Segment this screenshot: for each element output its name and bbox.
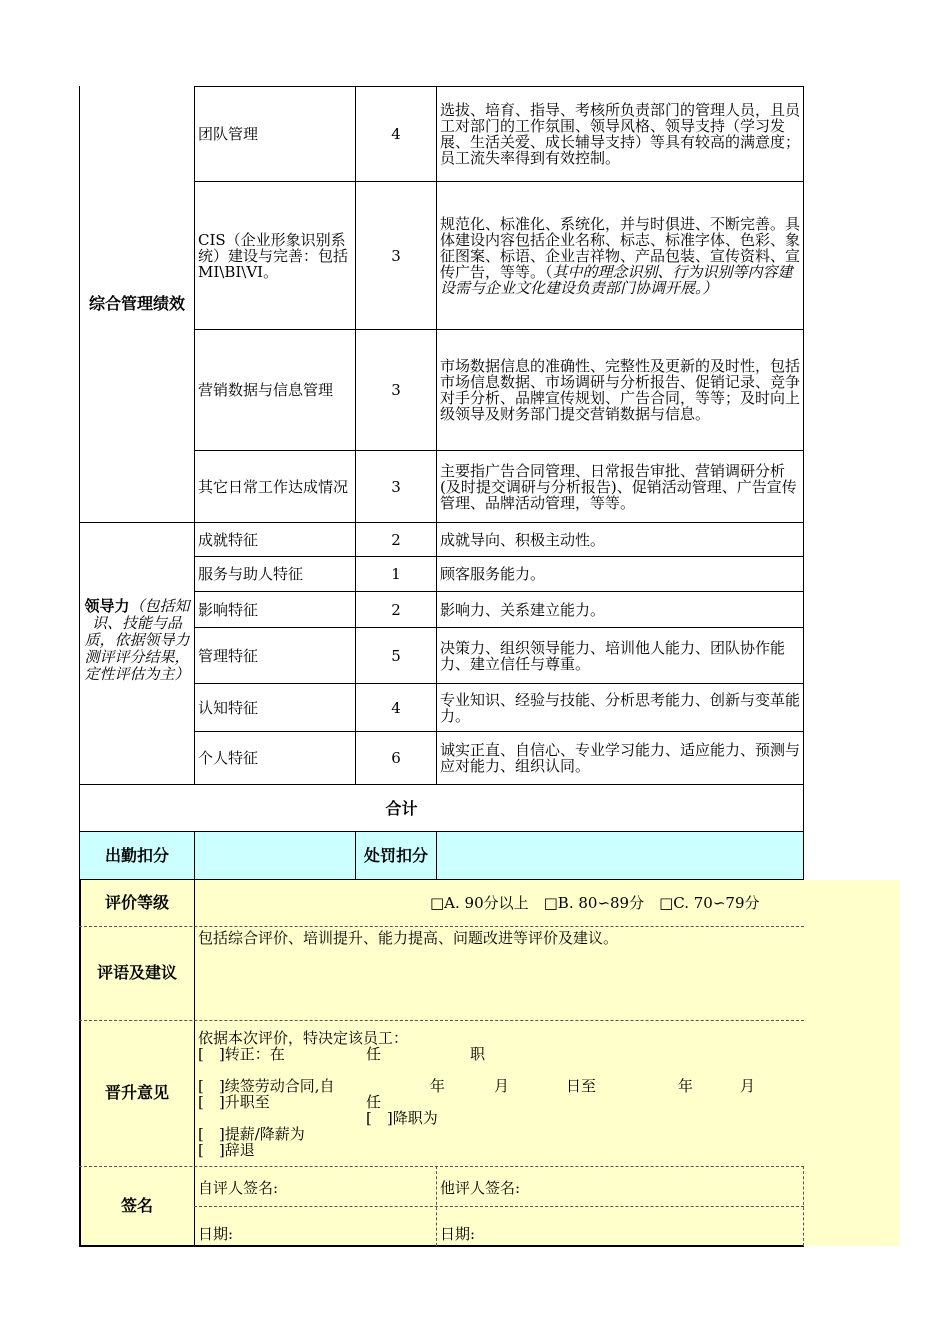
promotion-label-cell <box>80 1020 194 1166</box>
penalty-value[interactable] <box>436 831 804 880</box>
desc-cell <box>436 181 804 329</box>
desc-text <box>440 216 801 296</box>
score-cell <box>355 181 436 329</box>
item-label: 认知特征 <box>198 698 259 717</box>
score-value: 2 <box>391 600 401 619</box>
demote-checkbox[interactable]: [ ]降职为 <box>366 1109 438 1127</box>
item-cell <box>194 731 355 784</box>
grade-options[interactable] <box>430 895 760 911</box>
desc-text: 顾客服务能力。 <box>440 565 546 583</box>
desc-cell <box>436 522 804 556</box>
renew-checkbox[interactable]: [ ]续签劳动合同,自 <box>198 1077 335 1095</box>
penalty-label-cell <box>355 831 437 880</box>
score-value: 2 <box>391 530 401 549</box>
score-value: 6 <box>391 749 401 767</box>
score-value: 1 <box>391 565 401 583</box>
grade-options-text: □A. 90分以上 □B. 80∽89分 □C. 70∽79分 <box>430 894 760 912</box>
item-label: CIS（企业形象识别系统）建设与完善：包括MI\BI\VI。 <box>198 230 349 281</box>
score-cell <box>355 556 436 591</box>
renew-day-to: 日至 <box>566 1077 597 1095</box>
score-value: 3 <box>391 477 401 496</box>
score-value: 5 <box>391 646 401 665</box>
item-label: 团队管理 <box>198 125 259 143</box>
signature-label: 签名 <box>120 1195 153 1215</box>
promote-checkbox[interactable]: [ ]升职至 <box>198 1093 270 1111</box>
comments-input[interactable] <box>198 930 618 946</box>
total-label: 合计 <box>385 798 418 818</box>
score-value: 4 <box>391 698 401 717</box>
item-cell <box>194 683 355 731</box>
category-comprehensive-label: 综合管理绩效 <box>88 294 185 313</box>
item-label: 其它日常工作达成情况 <box>198 477 349 496</box>
other-signature-field[interactable]: 他评人签名: <box>440 1179 521 1197</box>
score-value: 4 <box>391 125 401 143</box>
score-cell <box>355 627 436 683</box>
score-cell <box>355 731 436 784</box>
item-label: 成就特征 <box>198 530 259 549</box>
item-cell <box>194 181 355 329</box>
renew-month-1: 月 <box>494 1077 510 1095</box>
category-leadership-label <box>81 598 193 683</box>
other-date-field[interactable]: 日期: <box>440 1225 476 1243</box>
item-label: 服务与助人特征 <box>198 565 304 583</box>
desc-text: 市场数据信息的准确性、完整性及更新的及时性，包括市场信息数据、市场调研与分析报告、促销记录、竞争对手分析、品牌宣传规划、广告合同，等等；及时向上级领导及财务部门提交营销数据与信息。 <box>440 357 801 423</box>
item-cell <box>194 450 355 522</box>
comments-hint: 包括综合评价、培训提升、能力提高、问题改进等评价及建议。 <box>198 929 619 947</box>
score-cell <box>355 683 436 731</box>
desc-cell <box>436 86 804 181</box>
category-comprehensive <box>79 86 194 522</box>
item-label: 个人特征 <box>198 749 259 767</box>
eval-label-divider <box>194 880 195 1246</box>
divider-line <box>194 1206 804 1207</box>
item-label: 管理特征 <box>198 646 259 665</box>
desc-text: 主要指广告合同管理、日常报告审批、营销调研分析(及时提交调研与分析报告)、促销活动管理、广告宣传管理、品牌活动管理，等等。 <box>440 461 797 512</box>
resign-checkbox[interactable]: [ ]辞退 <box>198 1141 255 1159</box>
item-cell <box>194 522 355 556</box>
score-cell <box>355 591 436 627</box>
item-label: 影响特征 <box>198 600 259 619</box>
attendance-label-cell <box>79 831 195 880</box>
desc-text-normal: 规范化、标准化、系统化，并与时俱进、不断完善。具体建设内容包括企业名称、标志、标准字体、色彩、象征图案、标语、企业吉祥物、产品包装、宣传资料、宣传广告，等等。（ <box>440 214 801 281</box>
desc-cell <box>436 731 804 784</box>
regular-ren: 任 <box>366 1045 382 1063</box>
item-cell <box>194 556 355 591</box>
self-signature-field[interactable]: 自评人签名: <box>198 1179 279 1197</box>
regular-checkbox[interactable]: [ ]转正：在 <box>198 1045 285 1063</box>
desc-text: 成就导向、积极主动性。 <box>440 530 606 549</box>
item-cell <box>194 627 355 683</box>
grade-label: 评价等级 <box>104 893 169 912</box>
desc-cell <box>436 556 804 591</box>
item-label: 营销数据与信息管理 <box>198 381 334 399</box>
signature-divider <box>436 1166 437 1246</box>
item-cell <box>194 86 355 181</box>
score-cell <box>355 450 436 522</box>
salary-checkbox[interactable]: [ ]提薪/降薪为 <box>198 1125 305 1143</box>
desc-text: 诚实正直、自信心、专业学习能力、适应能力、预测与应对能力、组织认同。 <box>440 741 801 775</box>
promote-ren: 任 <box>366 1093 382 1111</box>
item-cell <box>194 591 355 627</box>
score-value: 3 <box>391 246 401 265</box>
promotion-label: 晋升意见 <box>104 1083 169 1102</box>
score-cell <box>355 86 436 181</box>
promotion-intro: 依据本次评价，特决定该员工： <box>198 1029 409 1047</box>
regular-zhi: 职 <box>470 1045 486 1063</box>
item-cell <box>194 329 355 450</box>
desc-text: 决策力、组织领导能力、培训他人能力、团队协作能力、建立信任与尊重。 <box>440 638 786 673</box>
total-row <box>79 784 804 832</box>
desc-cell <box>436 591 804 627</box>
grade-label-cell <box>80 880 194 926</box>
score-cell <box>355 522 436 556</box>
desc-text: 影响力、关系建立能力。 <box>440 600 606 619</box>
score-value: 3 <box>391 381 401 399</box>
attendance-value[interactable] <box>194 831 356 880</box>
comments-label: 评语及建议 <box>96 963 177 982</box>
renew-year-2: 年 <box>678 1077 694 1095</box>
score-cell <box>355 329 436 450</box>
desc-cell <box>436 329 804 450</box>
leadership-label-italic: （包括知识、技能与品质，依据领导力测评评分结果，定性评估为主） <box>84 597 190 683</box>
desc-text-italic: 其中的理念识别、行为识别等内容建设需与企业文化建设负责部门协调开展。） <box>440 262 793 297</box>
comments-label-cell <box>80 926 194 1020</box>
signature-right-border <box>803 1166 804 1246</box>
attendance-label: 出勤扣分 <box>104 845 169 865</box>
desc-cell <box>436 683 804 731</box>
penalty-label: 处罚扣分 <box>363 845 428 865</box>
desc-cell <box>436 450 804 522</box>
desc-cell <box>436 627 804 683</box>
desc-text: 选拔、培育、指导、考核所负责部门的管理人员，且员工对部门的工作氛围、领导风格、领导支持（学习发展、生活关爱、成长辅导支持）等具有较高的满意度；员工流失率得到有效控制。 <box>440 101 801 167</box>
signature-label-cell <box>80 1166 194 1245</box>
bottom-border <box>79 1245 804 1247</box>
renew-year-1: 年 <box>430 1077 446 1095</box>
desc-text: 专业知识、经验与技能、分析思考能力、创新与变革能力。 <box>440 690 801 725</box>
self-date-field[interactable]: 日期: <box>198 1225 234 1243</box>
renew-month-2: 月 <box>740 1077 756 1095</box>
leadership-label-bold: 领导力 <box>84 597 130 615</box>
